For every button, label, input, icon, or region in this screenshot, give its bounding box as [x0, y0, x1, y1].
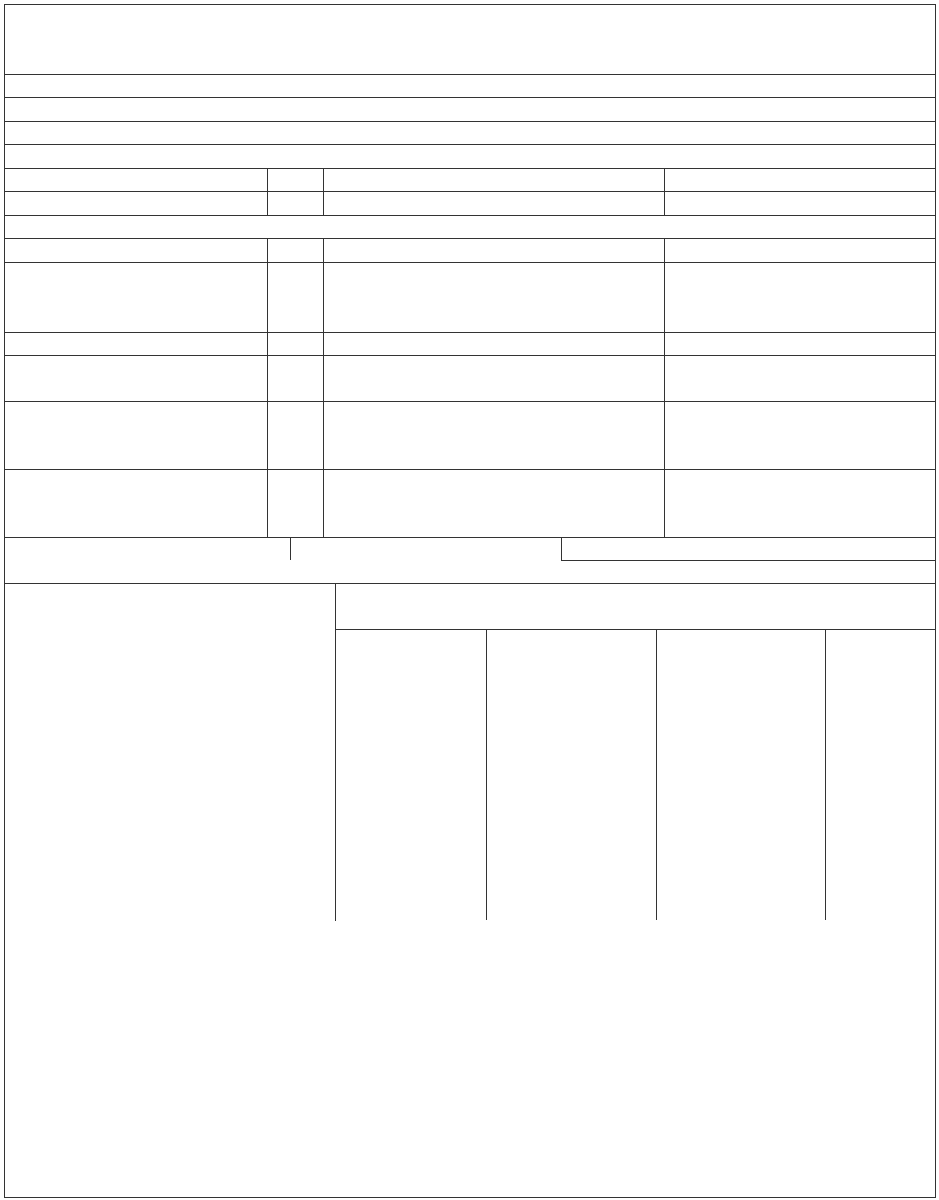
energy-class-label — [323, 333, 664, 355]
compartment-section-row — [5, 560, 935, 583]
eei-row — [5, 332, 935, 355]
supplier-name-row — [5, 74, 935, 97]
max-temp-value — [664, 470, 935, 537]
total-volume-label — [323, 263, 664, 332]
supplier-address-row — [5, 97, 935, 121]
noise-class-label — [323, 356, 664, 401]
design-label — [323, 169, 664, 191]
general-header-row — [5, 238, 935, 262]
col-header-fachtyp — [5, 584, 335, 920]
winter-row — [5, 537, 935, 560]
winter-value — [290, 538, 561, 560]
col-header-defrost-type — [825, 630, 935, 920]
dimensions-row — [5, 262, 935, 332]
low-noise-value — [267, 169, 323, 191]
design-value — [664, 169, 935, 191]
energy-class-value — [664, 333, 935, 355]
col-header-volume — [336, 630, 486, 920]
col-header-parameter-2 — [323, 239, 664, 262]
wine-cabinet-value — [267, 192, 323, 215]
energy-consumption-row — [5, 401, 935, 469]
compartment-section-label — [5, 560, 935, 583]
model-id-row — [5, 121, 935, 144]
other-appliance-value — [664, 192, 935, 215]
group-header — [336, 584, 935, 629]
noise-value — [267, 356, 323, 401]
other-appliance-label — [323, 192, 664, 215]
wine-cabinet-row — [5, 191, 935, 215]
energy-value — [267, 402, 323, 469]
product-data-sheet — [4, 4, 936, 1198]
col-header-temperature — [486, 630, 656, 920]
appliance-type-row — [5, 144, 935, 168]
winter-empty-cell — [561, 538, 935, 561]
model-id — [5, 122, 935, 144]
col-header-value-2 — [664, 239, 935, 262]
col-header-value — [267, 239, 323, 262]
supplier-address — [5, 98, 935, 121]
climate-class-label — [323, 402, 664, 469]
title-block — [5, 5, 935, 74]
low-noise-row — [5, 168, 935, 191]
low-noise-label — [5, 169, 267, 191]
col-header-freezing-capacity — [656, 630, 825, 920]
min-temp-value — [267, 470, 323, 537]
ambient-temp-row — [5, 469, 935, 537]
col-header-parameter — [5, 239, 267, 262]
noise-class-value — [664, 356, 935, 401]
general-section-row — [5, 215, 935, 238]
supplier-name — [5, 75, 935, 97]
noise-row — [5, 355, 935, 401]
wine-cabinet-label — [5, 192, 267, 215]
eei-value — [267, 333, 323, 355]
compartment-header-block — [5, 583, 935, 920]
appliance-type-label — [5, 145, 935, 168]
winter-label — [5, 538, 290, 560]
total-volume-value — [664, 263, 935, 332]
eei-label — [5, 333, 267, 355]
general-section-label — [5, 216, 935, 238]
